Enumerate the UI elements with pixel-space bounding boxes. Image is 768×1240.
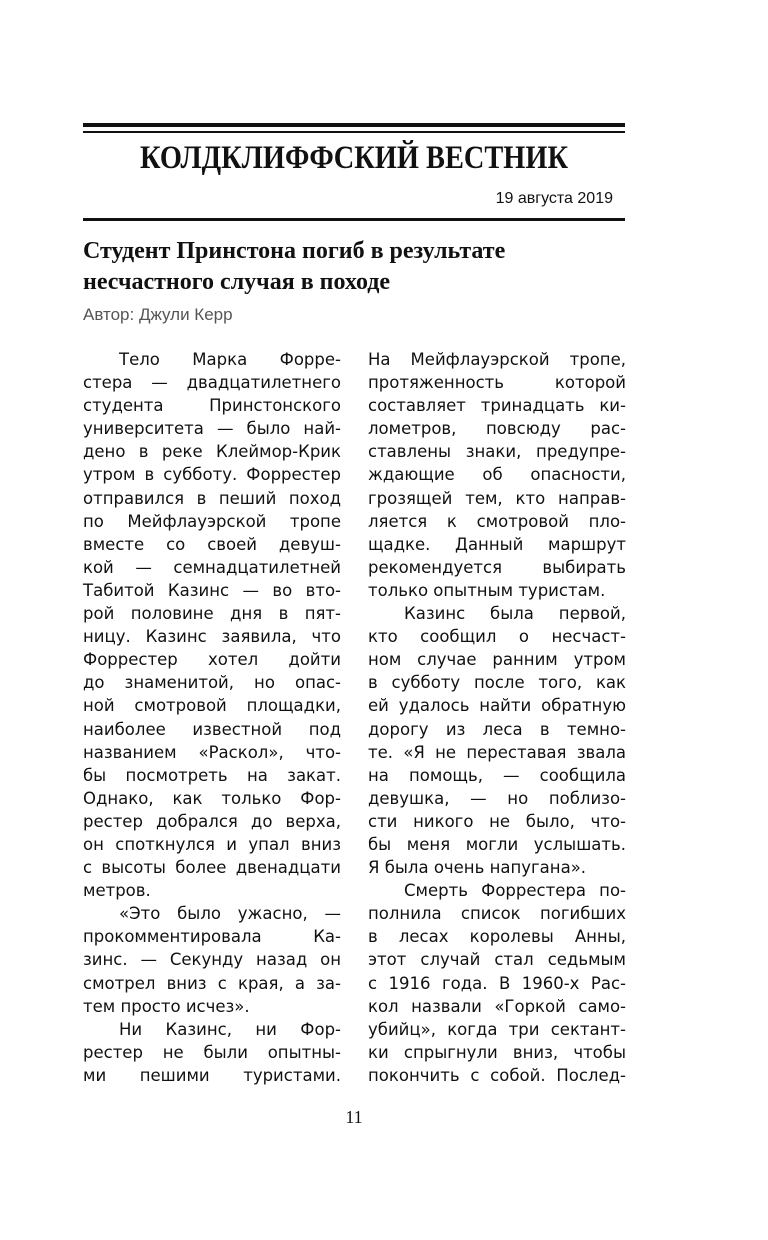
article-text-line: метров. bbox=[83, 881, 151, 901]
article-text-line: рестер не были опытны- bbox=[83, 1042, 341, 1062]
article-text-line: по Мейфлауэрской тропе bbox=[83, 511, 341, 531]
article-text-line: Табитой Казинс — во вто- bbox=[83, 580, 341, 600]
article-text-line: бы посмотреть на закат. bbox=[83, 765, 341, 785]
article-text-line: кой — семнадцатилетней bbox=[83, 557, 341, 577]
article-text-line: ном случае ранним утром bbox=[368, 650, 626, 670]
article-headline bbox=[83, 236, 643, 298]
article-text-line: тем просто исчез». bbox=[83, 996, 250, 1016]
article-text-line: грозящей тем, кто направ- bbox=[368, 488, 626, 508]
article-text-line: кто сообщил о несчаст- bbox=[368, 627, 626, 647]
article-text-line: Тело Марка Форре- bbox=[119, 350, 341, 369]
article-text-line: Я была очень напугана». bbox=[368, 858, 587, 878]
article-text-line: Ни Казинс, ни Фор- bbox=[119, 1019, 341, 1039]
page-number: 11 bbox=[345, 1107, 363, 1127]
article-text-line: в лесах королевы Анны, bbox=[368, 927, 626, 947]
article-text-line: с высоты более двенадцати bbox=[83, 858, 341, 878]
article-text-line: покончить с собой. Послед- bbox=[368, 1065, 626, 1085]
article-text-line: рестер добрался до верха, bbox=[83, 811, 341, 831]
masthead-rule-thin bbox=[83, 131, 625, 133]
article-text-line: ницу. Казинс заявила, что bbox=[83, 627, 341, 647]
masthead-rule-thick bbox=[83, 123, 625, 127]
article-text-line: рой половине дня в пят- bbox=[83, 604, 341, 624]
article-text-line: университета — было най- bbox=[83, 419, 341, 439]
article-text-line: прокомментировала Ка- bbox=[83, 927, 341, 947]
article-text-line: сти никого не было, что- bbox=[368, 811, 626, 831]
article-text-line: дено в реке Клеймор-Крик bbox=[83, 442, 341, 462]
article-column-left bbox=[83, 348, 341, 1087]
article-text-line: он споткнулся и упал вниз bbox=[83, 834, 341, 854]
article-text-line: отправился в пеший поход bbox=[83, 488, 341, 508]
masthead-rule-bottom bbox=[83, 218, 625, 221]
newspaper-title: КОЛДКЛИФФСКИЙ ВЕСТНИК bbox=[139, 140, 569, 176]
article-text-line: до знаменитой, но опас- bbox=[83, 673, 341, 693]
article-text-line: составляет тринадцать ки- bbox=[368, 396, 626, 416]
article-text-line: этот случай стал седьмым bbox=[368, 950, 626, 970]
article-column-right bbox=[368, 348, 626, 1087]
article-text-line: протяженность которой bbox=[368, 373, 626, 393]
article-text-line: вместе со своей девуш- bbox=[83, 534, 341, 554]
article-text-line: Форрестер хотел дойти bbox=[83, 650, 341, 670]
article-text-line: стера — двадцатилетнего bbox=[83, 373, 341, 393]
headline-line-2: несчастного случая в походе bbox=[83, 269, 391, 295]
article-text-line: наиболее известной под bbox=[83, 719, 341, 739]
article-text-line: зинс. — Секунду назад он bbox=[83, 950, 341, 970]
article-text-line: полнила список погибших bbox=[368, 904, 626, 924]
article-text-line: бы меня могли услышать. bbox=[368, 834, 626, 854]
article-text-line: Однако, как только Фор- bbox=[83, 788, 341, 808]
article-text-line: ляется к смотровой пло- bbox=[368, 511, 626, 531]
article-text-line: девушка, — но поблизо- bbox=[368, 788, 626, 808]
article-text-line: с 1916 года. В 1960-х Рас- bbox=[368, 973, 626, 993]
article-text-line: щадке. Данный маршрут bbox=[368, 534, 626, 554]
article-text-line: ей удалось найти обратную bbox=[368, 696, 626, 716]
article-text-line: те. «Я не переставая звала bbox=[368, 742, 626, 762]
article-text-line: названием «Раскол», что- bbox=[83, 742, 341, 762]
article-byline: Автор: Джули Керр bbox=[83, 305, 233, 324]
article-text-line: ждающие об опасности, bbox=[368, 465, 626, 485]
article-text-line: ми пешими туристами. bbox=[83, 1065, 341, 1085]
article-text-line: убийц», когда три сектант- bbox=[368, 1019, 626, 1039]
article-text-line: дорогу из леса в темно- bbox=[368, 719, 626, 739]
article-text-line: утром в субботу. Форрестер bbox=[83, 465, 341, 485]
article-text-line: кол назвали «Горкой само- bbox=[368, 996, 626, 1016]
article-text-line: смотрел вниз с края, а за- bbox=[83, 973, 341, 993]
article-text-line: ставлены знаки, предупре- bbox=[368, 442, 626, 462]
article-text-line: только опытным туристам. bbox=[368, 580, 606, 600]
article-text-line: «Это было ужасно, — bbox=[119, 904, 341, 924]
issue-date: 19 августа 2019 bbox=[495, 190, 613, 207]
article-text-line: На Мейфлауэрской тропе, bbox=[368, 350, 626, 369]
article-text-line: ной смотровой площадки, bbox=[83, 696, 341, 716]
article-text-line: Смерть Форрестера по- bbox=[404, 881, 626, 901]
article-text-line: рекомендуется выбирать bbox=[368, 557, 626, 577]
article-text-line: студента Принстонского bbox=[83, 396, 341, 416]
article-text-line: в субботу после того, как bbox=[368, 673, 626, 693]
article-text-line: ки спрыгнули вниз, чтобы bbox=[368, 1042, 626, 1062]
article-text-line: Казинс была первой, bbox=[404, 604, 626, 624]
article-text-line: лометров, повсюду рас- bbox=[368, 419, 626, 439]
headline-line-1: Студент Принстона погиб в результате bbox=[83, 238, 506, 264]
article-text-line: на помощь, — сообщила bbox=[368, 765, 626, 785]
